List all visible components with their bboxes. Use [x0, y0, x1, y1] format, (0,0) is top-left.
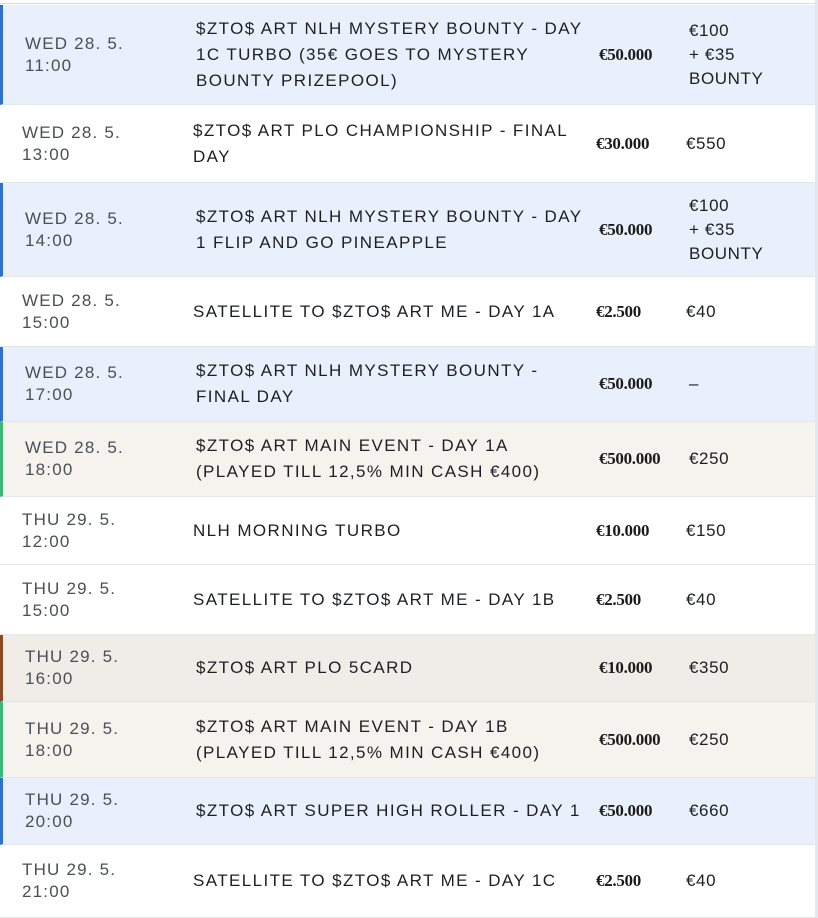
event-datetime	[22, 122, 182, 166]
event-guarantee: €50.000	[599, 801, 653, 820]
event-time: 17:00	[25, 385, 74, 404]
event-buyin	[689, 194, 809, 266]
buyin-line: –	[689, 374, 700, 393]
event-buyin	[689, 656, 809, 680]
event-datetime	[25, 789, 185, 833]
event-day: WED 28. 5.	[25, 33, 124, 53]
event-guarantee: €500.000	[599, 729, 661, 749]
event-guarantee: €50.000	[599, 219, 653, 239]
event-row[interactable]	[0, 277, 815, 347]
event-name[interactable]: $ZTO$ ART NLH MYSTERY BOUNTY - DAY 1C TURBO (35€ GOES TO MYSTERY BOUNTY PRIZEPOOL)	[196, 18, 583, 90]
event-time: 18:00	[25, 740, 74, 760]
buyin-line: €150	[686, 520, 727, 540]
event-row[interactable]	[0, 778, 815, 845]
event-datetime	[25, 362, 185, 406]
buyin-line: + €35	[689, 219, 736, 239]
event-day: THU 29. 5.	[22, 578, 117, 598]
event-buyin	[689, 372, 809, 396]
event-buyin	[686, 519, 806, 543]
event-name[interactable]: $ZTO$ ART MAIN EVENT - DAY 1B (PLAYED TILL 12,5% MIN CASH €400)	[196, 716, 541, 762]
event-name[interactable]: $ZTO$ ART PLO 5CARD	[196, 658, 414, 677]
event-time: 11:00	[25, 55, 73, 75]
buyin-line: €250	[689, 449, 730, 468]
buyin-line: €660	[689, 801, 730, 820]
event-row[interactable]	[0, 105, 815, 183]
event-time: 21:00	[22, 882, 71, 901]
event-row[interactable]	[0, 565, 815, 635]
event-day: WED 28. 5.	[22, 290, 121, 310]
event-time: 14:00	[25, 230, 74, 250]
event-datetime	[22, 859, 182, 903]
event-time: 13:00	[22, 144, 71, 164]
event-day: WED 28. 5.	[25, 438, 124, 457]
event-buyin	[686, 300, 806, 324]
event-day: WED 28. 5.	[25, 208, 124, 228]
event-datetime	[22, 578, 182, 622]
buyin-line: €40	[686, 301, 717, 321]
event-day: THU 29. 5.	[25, 718, 120, 738]
buyin-line: BOUNTY	[689, 243, 764, 263]
event-datetime	[25, 33, 185, 77]
event-buyin	[686, 588, 806, 612]
event-guarantee: €500.000	[599, 449, 661, 468]
event-name[interactable]: SATELLITE TO $ZTO$ ART ME - DAY 1A	[193, 301, 556, 321]
event-guarantee: €50.000	[599, 44, 653, 64]
event-guarantee: €50.000	[599, 374, 653, 393]
event-row[interactable]	[0, 497, 815, 565]
event-day: THU 29. 5.	[22, 509, 117, 529]
event-row[interactable]	[0, 845, 815, 918]
event-row[interactable]	[0, 5, 815, 105]
buyin-line: €100	[689, 20, 730, 40]
buyin-line: €100	[689, 195, 730, 215]
event-guarantee: €30.000	[596, 133, 650, 153]
event-name[interactable]: $ZTO$ ART NLH MYSTERY BOUNTY - DAY 1 FLIP AND GO PINEAPPLE	[196, 206, 583, 252]
buyin-line: €350	[689, 658, 730, 677]
event-name[interactable]: SATELLITE TO $ZTO$ ART ME - DAY 1B	[193, 589, 556, 609]
event-buyin	[686, 869, 806, 893]
event-day: WED 28. 5.	[25, 363, 124, 382]
buyin-line: + €35	[689, 44, 736, 64]
event-time: 15:00	[22, 600, 71, 620]
event-buyin	[689, 19, 809, 91]
event-guarantee: €10.000	[596, 520, 650, 540]
event-buyin	[686, 132, 806, 156]
event-day: THU 29. 5.	[25, 647, 120, 666]
event-row[interactable]	[0, 183, 815, 277]
buyin-line: €40	[686, 589, 717, 609]
table-top-border	[0, 0, 818, 4]
event-name[interactable]: $ZTO$ ART SUPER HIGH ROLLER - DAY 1	[196, 801, 581, 820]
event-time: 20:00	[25, 812, 74, 831]
event-name[interactable]: SATELLITE TO $ZTO$ ART ME - DAY 1C	[193, 871, 557, 890]
event-time: 16:00	[25, 669, 74, 688]
event-name[interactable]: NLH MORNING TURBO	[193, 520, 402, 540]
event-name[interactable]: $ZTO$ ART PLO CHAMPIONSHIP - FINAL DAY	[193, 120, 568, 166]
event-row[interactable]	[0, 635, 815, 702]
event-time: 18:00	[25, 460, 74, 479]
event-datetime	[22, 290, 182, 334]
event-buyin	[689, 728, 809, 752]
event-guarantee: €2.500	[596, 871, 641, 890]
event-buyin	[689, 447, 809, 471]
buyin-line: BOUNTY	[689, 68, 764, 88]
event-guarantee: €2.500	[596, 301, 641, 321]
event-datetime	[25, 208, 185, 252]
event-datetime	[25, 437, 185, 481]
event-day: THU 29. 5.	[22, 860, 117, 879]
event-row[interactable]	[0, 347, 815, 422]
event-day: THU 29. 5.	[25, 790, 120, 809]
event-datetime	[22, 509, 182, 553]
event-time: 12:00	[22, 531, 71, 551]
buyin-line: €40	[686, 871, 717, 890]
event-name[interactable]: $ZTO$ ART NLH MYSTERY BOUNTY - FINAL DAY	[196, 361, 539, 406]
event-row[interactable]	[0, 422, 815, 497]
event-guarantee: €2.500	[596, 589, 641, 609]
buyin-line: €250	[689, 729, 730, 749]
event-buyin	[689, 799, 809, 823]
event-name[interactable]: $ZTO$ ART MAIN EVENT - DAY 1A (PLAYED TILL 12,5% MIN CASH €400)	[196, 436, 541, 481]
event-row[interactable]	[0, 702, 815, 778]
event-day: WED 28. 5.	[22, 122, 121, 142]
event-datetime	[25, 718, 185, 762]
event-datetime	[25, 646, 185, 690]
buyin-line: €550	[686, 133, 727, 153]
event-time: 15:00	[22, 312, 71, 332]
event-guarantee: €10.000	[599, 658, 653, 677]
